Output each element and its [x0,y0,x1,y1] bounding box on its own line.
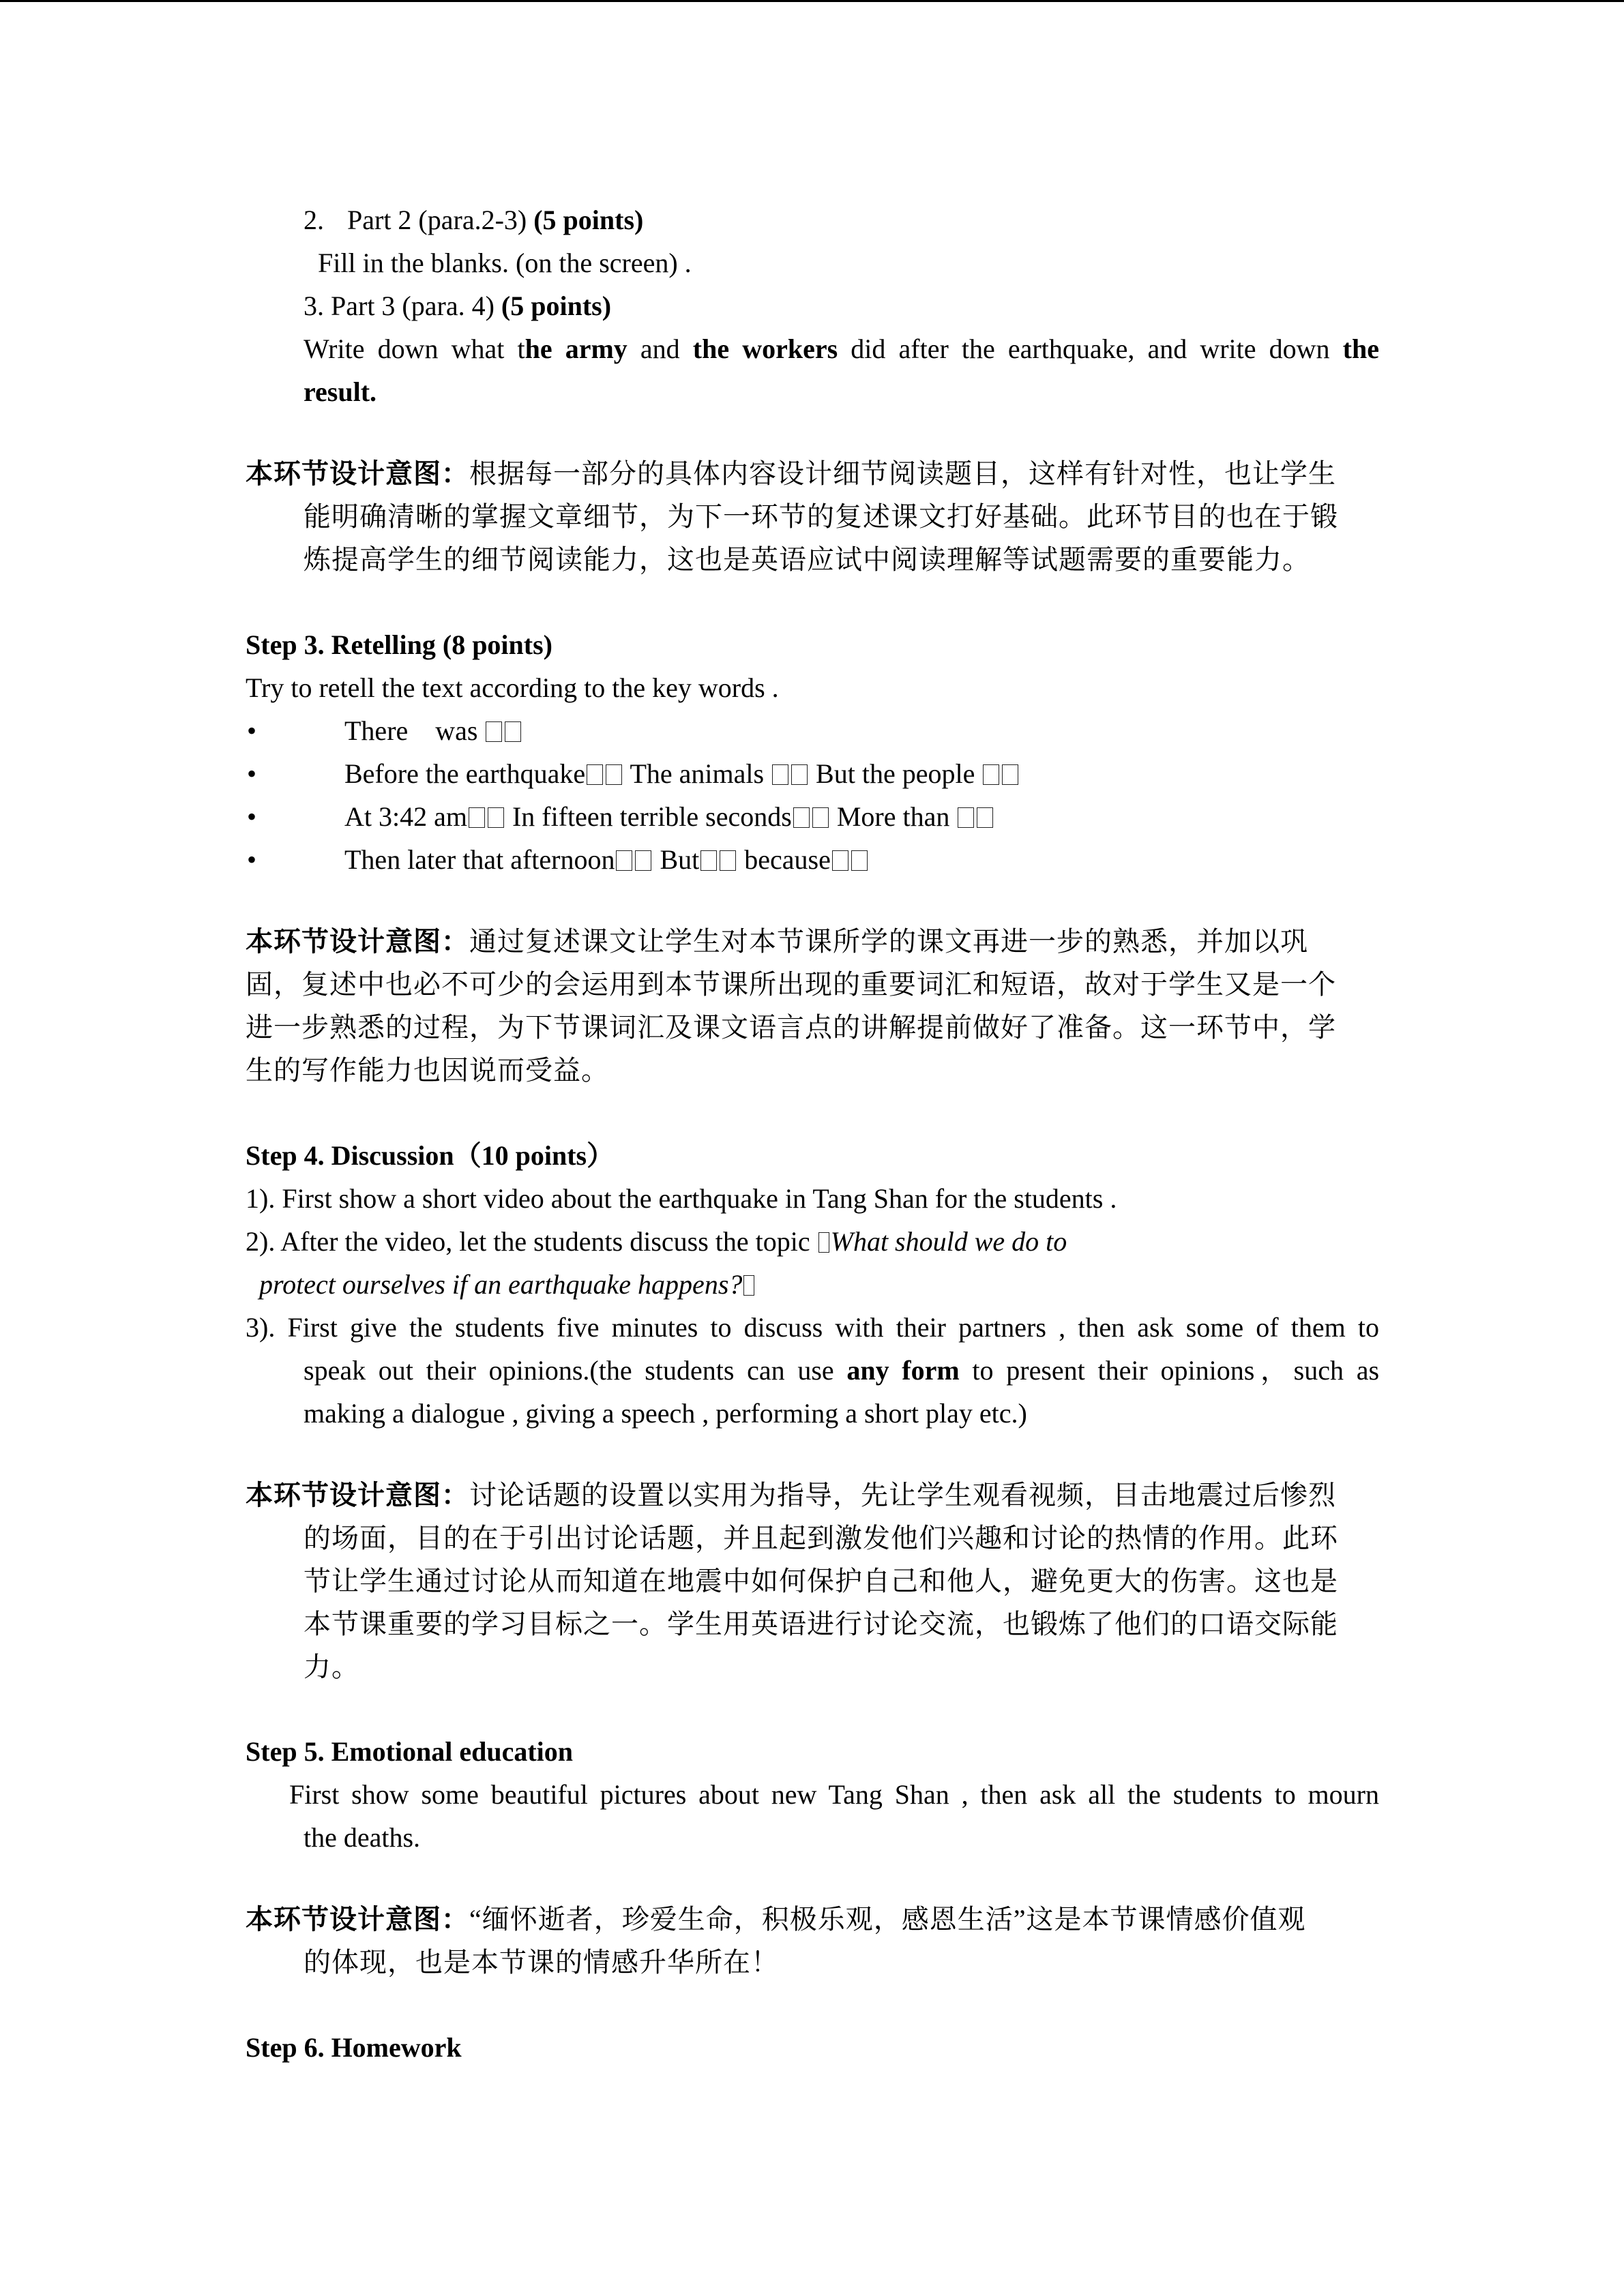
blank-box [791,764,808,785]
blank-box [486,721,502,742]
blank-box [812,807,829,828]
intent1-label: 本环节设计意图： [246,458,469,489]
intent3-line1: 本环节设计意图：讨论话题的设置以实用为指导，先让学生观看视频，目击地震过后惨烈 [246,1480,1336,1510]
part2-task: Fill in the blanks. (on the screen) . [318,248,692,278]
page-top-border [0,0,1624,2]
intent4-label: 本环节设计意图： [246,1904,469,1935]
retell-bullet-4: • Then later that afternoon But because [0,838,1624,881]
intent1-line1: 本环节设计意图：根据每一部分的具体内容设计细节阅读题目，这样有针对性，也让学生 [246,458,1336,489]
part3-task-line1: Write down what the army and the workers did after the earthquake, and write down the [304,333,1379,364]
part3-points: (5 points) [501,290,612,321]
part2-title: Part 2 (para.2-3) [347,205,527,235]
blank-box [832,850,848,871]
step4-item2-line1: 2). After the video, let the students discuss the topic What should we do to [246,1226,1067,1257]
bullet-dot: • [247,715,257,746]
blank-box [851,850,868,871]
intent3-line4: 本节课重要的学习目标之一。学生用英语进行讨论交流，也锻炼了他们的口语交际能 [304,1609,1338,1639]
blank-box [700,850,717,871]
retell-bullet-1: • There was [0,709,1624,752]
part3-title: 3. Part 3 (para. 4) [304,290,494,321]
intent1-line2: 能明确清晰的掌握文章细节，为下一环节的复述课文打好基础。此环节目的也在于锻 [304,501,1338,532]
step5-line2: the deaths. [304,1822,421,1853]
blank-box [488,807,504,828]
intent3-line2: 的场面，目的在于引出讨论话题，并且起到激发他们兴趣和讨论的热情的作用。此环 [304,1523,1338,1553]
blank-box [469,807,485,828]
intent2-line3: 进一步熟悉的过程，为下节课词汇及课文语言点的讲解提前做好了准备。这一环节中，学 [246,1012,1336,1043]
part3-heading [304,284,611,327]
bullet-dot: • [247,801,257,832]
step4-item1: 1). First show a short video about the earthquake in Tang Shan for the students . [246,1183,1117,1214]
step4-item3-line1: 3). First give the students five minutes to discuss with their partners , then ask some of them to [246,1312,1379,1343]
part3-task-line2: result. [304,376,377,407]
part2-heading [304,198,643,241]
blank-box [587,764,603,785]
retell-bullet-3: • At 3:42 am In fifteen terrible seconds More than [0,795,1624,838]
intent3-line5: 力。 [304,1652,359,1682]
blank-box [983,764,999,785]
retell-bullet-2: • Before the earthquake The animals But the people [0,752,1624,795]
step3-intro: Try to retell the text according to the key words . [246,672,779,703]
intent2-line1: 本环节设计意图：通过复述课文让学生对本节课所学的课文再进一步的熟悉，并加以巩 [246,926,1308,957]
blank-box [720,850,736,871]
intent4-line2: 的体现，也是本节课的情感升华所在！ [304,1947,779,1978]
intent2-label: 本环节设计意图： [246,926,469,957]
step5-heading: Step 5. Emotional education [246,1736,574,1767]
bullet-dot: • [247,758,257,789]
step4-item2-line2: protect ourselves if an earthquake happens? [259,1263,756,1306]
step4-item3-line3: making a dialogue , giving a speech , performing a short play etc.) [304,1398,1027,1429]
blank-box [793,807,810,828]
blank-box [958,807,974,828]
intent1-line3: 炼提高学生的细节阅读能力，这也是英语应试中阅读理解等试题需要的重要能力。 [304,544,1310,575]
step3-heading: Step 3. Retelling (8 points) [246,629,552,660]
intent2-line2: 固，复述中也必不可少的会运用到本节课所出现的重要词汇和短语，故对于学生又是一个 [246,969,1336,1000]
blank-box [616,850,632,871]
blank-box [977,807,993,828]
intent2-line4: 生的写作能力也因说而受益。 [246,1055,609,1086]
blank-box [606,764,622,785]
blank-box [1002,764,1018,785]
step4-heading: Step 4. Discussion（10 points） [246,1140,615,1171]
step4-item3-line2: speak out their opinions.(the students can use any form to present their opinions，such as [304,1355,1380,1386]
blank-box [772,764,788,785]
part2-points: (5 points) [533,205,644,235]
blank-box [505,721,521,742]
intent3-label: 本环节设计意图： [246,1480,469,1510]
bracket-box [818,1232,829,1253]
step5-line1: First show some beautiful pictures about new Tang Shan , then ask all the students to mourn [289,1779,1379,1810]
intent4-line1: 本环节设计意图：“缅怀逝者，珍爱生命，积极乐观，感恩生活”这是本节课情感价值观 [246,1904,1306,1935]
part2-number: 2. [304,205,324,235]
intent3-line3: 节让学生通过讨论从而知道在地震中如何保护自己和他人，避免更大的伤害。这也是 [304,1566,1338,1596]
step6-heading: Step 6. Homework [246,2032,462,2063]
bullet-dot: • [247,844,257,875]
bracket-box [743,1275,754,1296]
blank-box [635,850,651,871]
